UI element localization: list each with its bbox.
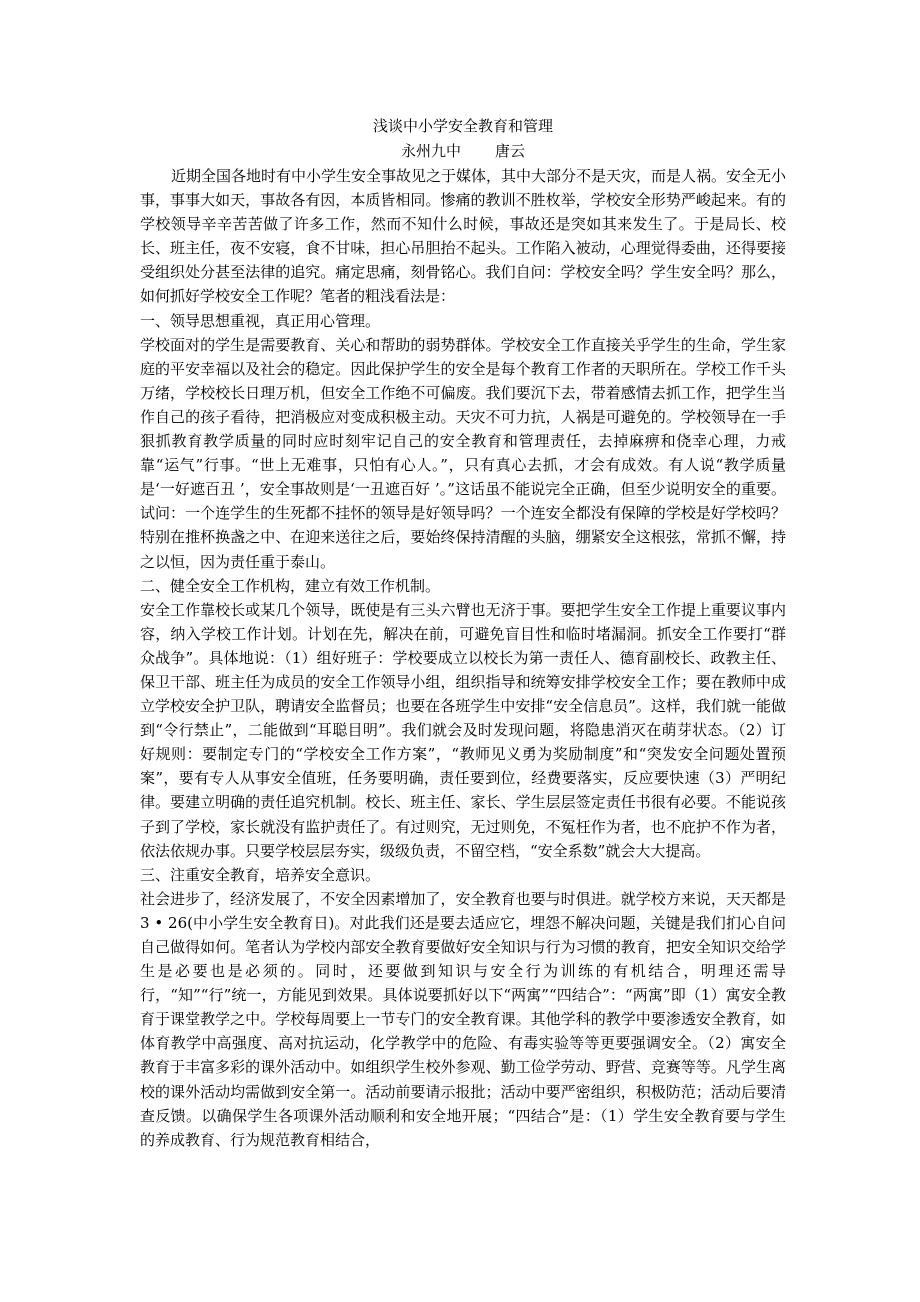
- author-name: 唐云: [495, 142, 526, 160]
- document-title: 浅谈中小学安全教育和管理: [372, 117, 553, 135]
- section-heading-3: 三、注重安全教育，培养安全意识。: [140, 865, 381, 884]
- section-body-2: 安全工作靠校长或某几个领导，既使是有三头六臂也无济于事。要把学生安全工作提上重要议事内容，纳入学校工作计划。计划在先，解决在前，可避免盲目性和临时堵漏洞。抓安全工作要打“群众战争”。具体地说：（1）组好班子：学校要成立以校长为第一责任人、德育副校长、政教主任、保卫干部、班主任为成员的安全工作领导小组，组织指导和统筹安排学校安全工作；要在教师中成立学校安全护卫队，聘请安全监督员；也要在各班学生中安排“安全信息员”。这样，我们就一能做到“令行禁止”，二能做到“耳聪目明”。我们就会及时发现问题，将隐患消灭在萌芽状态。（2）订好规则：要制定专门的“学校安全工作方案”，“教师见义勇为奖励制度”和“突发安全问题处置预案”，要有专人从事安全值班，任务要明确，责任要到位，经费要落实，反应要快速（3）严明纪律。要建立明确的责任追究机制。校长、班主任、家长、学生层层签定责任书很有必要。不能说孩子到了学校，家长就没有监护责任了。有过则究，无过则免，不冤枉作为者，也不庇护不作为者，依法依规办事。只要学校层层夯实，级级负责，不留空档，“安全系数”就会大大提高。: [140, 600, 786, 860]
- section-heading-2: 二、健全安全工作机构，建立有效工作机制。: [140, 576, 441, 595]
- author-line: [140, 139, 786, 164]
- document-page: [140, 114, 786, 1152]
- intro-paragraph: 近期全国各地时有中小学生安全事故见之于媒体，其中大部分不是天灾，而是人祸。安全无小事，事事大如天，事故各有因，本质皆相同。惨痛的教训不胜枚举，学校安全形势严峻起来。有的学校领导辛辛苦苦做了许多工作，然而不知什么时候，事故还是突如其来发生了。于是局长、校长、班主任，夜不安寝，食不甘味，担心吊胆抬不起头。工作陷入被动，心理觉得委曲，还得要接受组织处分甚至法律的追究。痛定思痛，刻骨铭心。我们自问：学校安全吗？学生安全吗？那么，如何抓好学校安全工作呢？笔者的粗浅看法是：: [140, 167, 787, 306]
- section-body-3: 社会进步了，经济发展了，不安全因素增加了，安全教育也要与时俱进。就学校方来说，天天都是 3 • 26(中小学生安全教育日)。对此我们还是要去适应它，埋怨不解决问题，关键是我们扪心自问自己做得如何。笔者认为学校内部安全教育要做好安全知识与行为习惯的教育，把安全知识交给学生是必要也是必须的。同时，还要做到知识与安全行为训练的有机结合，明理还需导行，“知”“行”统一，方能见到效果。具体说要抓好以下“两寓”“四结合”：“两寓”即（1）寓安全教育于课堂教学之中。学校每周要上一节专门的安全教育课。其他学科的教学中要渗透安全教育，如体育教学中高强度、高对抗运动，化学教学中的危险、有毒实验等等更要强调安全。（2）寓安全教育于丰富多彩的课外活动中。如组织学生校外参观、勤工俭学劳动、野营、竞赛等等。凡学生离校的课外活动均需做到安全第一。活动前要请示报批；活动中要严密组织，积极防范；活动后要清查反馈。以确保学生各项课外活动顺利和安全地开展；“四结合”是：（1）学生安全教育要与学生的养成教育、行为规范教育相结合，: [140, 889, 786, 1149]
- section-heading-1: 一、领导思想重视，真正用心管理。: [140, 311, 381, 330]
- section-body-1: 学校面对的学生是需要教育、关心和帮助的弱势群体。学校安全工作直接关乎学生的生命，学生家庭的平安幸福以及社会的稳定。因此保护学生的安全是每个教育工作者的天职所在。学校工作千头万绪，学校校长日理万机，但安全工作绝不可偏废。我们要沉下去，带着感情去抓工作，把学生当作自己的孩子看待，把消极应对变成积极主动。天灾不可力抗，人祸是可避免的。学校领导在一手狠抓教育教学质量的同时应时刻牢记自己的安全教育和管理责任，去掉麻痹和侥幸心理，力戒靠“运气”行事。“世上无难事，只怕有心人。”，只有真心去抓，才会有成效。有人说“教学质量是‘一好遮百丑 ’，安全事故则是‘一丑遮百好 ’。”这话虽不能说完全正确，但至少说明安全的重要。试问：一个连学生的生死都不挂怀的领导是好领导吗？一个连安全都没有保障的学校是好学校吗？特别在推杯换盏之中、在迎来送往之后，要始终保持清醒的头脑，绷紧安全这根弦，常抓不懈，持之以恒，因为责任重于泰山。: [140, 335, 786, 571]
- author-school: 永州九中: [400, 142, 461, 160]
